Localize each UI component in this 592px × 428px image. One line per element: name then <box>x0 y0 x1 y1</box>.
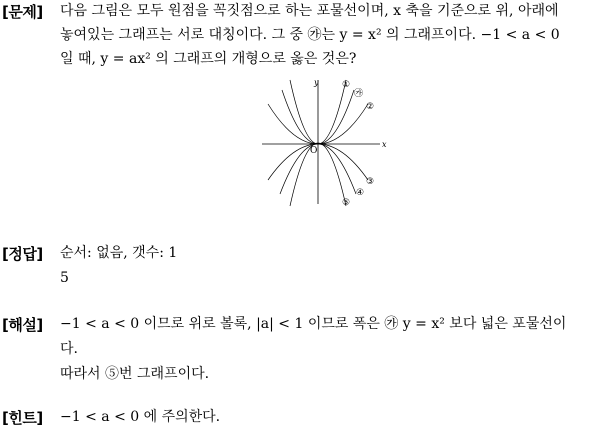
origin-label: O <box>310 146 318 156</box>
curve-label-5: ⑤ <box>342 198 351 208</box>
y-axis-label: y <box>314 78 319 87</box>
problem-line-3: 일 때, y = ax² 의 그래프의 개형으로 옳은 것은? <box>60 51 357 67</box>
answer-line-2: 5 <box>60 270 69 286</box>
explanation-line-1: −1 < a < 0 이므로 위로 볼록, |a| < 1 이므로 폭은 ㉮ y = x² 보다 넓은 포물선이 <box>60 316 567 332</box>
curve-label-ga: ㉮ <box>354 89 364 99</box>
problem-line-2: 놓여있는 그래프는 서로 대칭이다. 그 중 ㉮는 y = x² 의 그래프이다. −1 < a < 0 <box>60 27 560 43</box>
answer-line-1: 순서: 없음, 갯수: 1 <box>60 245 178 261</box>
hint-label: [힌트] <box>2 409 43 427</box>
curve-label-2: ② <box>366 102 375 112</box>
answer-label: [정답] <box>2 245 43 263</box>
problem-label: [문제] <box>2 3 43 21</box>
explanation-line-2: 다. <box>60 341 78 357</box>
curve-label-3: ③ <box>366 177 375 187</box>
explanation-line-3: 따라서 ⑤번 그래프이다. <box>60 366 210 382</box>
problem-line-1: 다음 그림은 모두 원점을 꼭짓점으로 하는 포물선이며, x 축을 기준으로 위, 아래에 <box>60 3 559 19</box>
curve-label-1: ① <box>342 80 351 90</box>
hint-line-1: −1 < a < 0 에 주의한다. <box>60 409 221 425</box>
explanation-label: [해설] <box>2 316 43 334</box>
parabola-graph <box>256 76 396 210</box>
curve-label-4: ④ <box>356 188 365 198</box>
x-axis-label: x <box>382 140 387 149</box>
